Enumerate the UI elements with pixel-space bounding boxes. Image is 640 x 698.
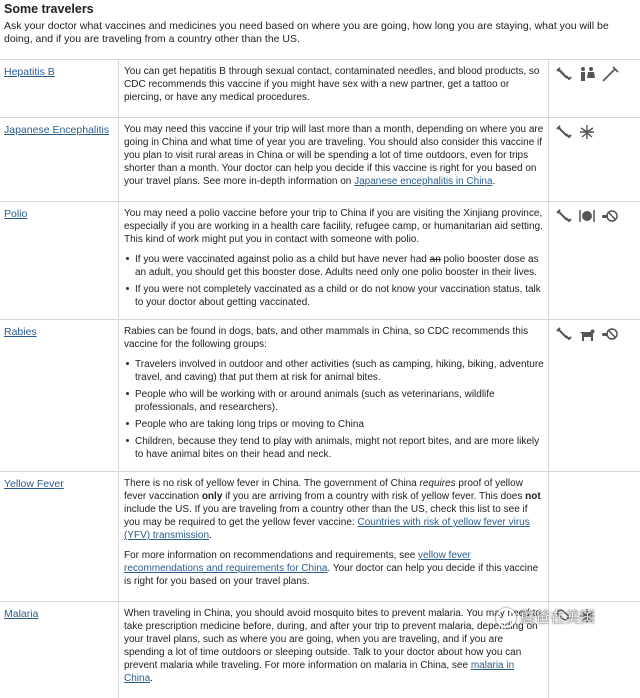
list-item: Children, because they tend to play with animals, might not report bites, and are more likely to have animal bites on their head and neck.: [135, 435, 544, 461]
list-item: People who will be working with or around animals (such as veterinarians, wildlife professionals, and researchers).: [135, 388, 544, 414]
table-row: [0, 320, 640, 472]
table-row: [0, 118, 640, 202]
pills-icon: [601, 326, 619, 342]
malaria-in-china-link[interactable]: malaria in China: [124, 660, 514, 684]
yellow-fever-more-text: For more information on recommendations and requirements, see yellow fever recommendations and requirements for China. Your doctor can help you decide if this vaccine is right for you based on your travel plans.: [124, 549, 544, 588]
polio-text: You may need a polio vaccine before your trip to China if you are visiting the Xinjiang province, especially if you are working in a health care facility, refugee camp, or humanitarian aid setting. This kind of work might put you in contact with someone with polio.: [124, 207, 544, 246]
eat-drink-icon: [578, 208, 596, 224]
yfv-countries-link[interactable]: Countries with risk of yellow fever virus (YFV) transmission: [124, 517, 530, 541]
list-item: If you were not completely vaccinated as a child or do not know your vaccination status, talk to your doctor about getting vaccinated.: [135, 283, 544, 309]
yf-requirements-link[interactable]: yellow fever recommendations and requirements for China: [124, 550, 471, 574]
japanese-encephalitis-text: You may need this vaccine if your trip will last more than a month, depending on where you are going in China and what time of year you are traveling. You should also consider this vaccine if you plan to visit rural areas in China or will be spending a lot of time outdoors, even for trips shorter than a month. Your doctor can help you decide if this vaccine is right for you based on your travel plans. See more in-depth information on Japanese encephalitis in China.: [124, 123, 544, 188]
hepatitis-b-link[interactable]: Hepatitis B: [4, 66, 55, 78]
polio-link[interactable]: Polio: [4, 208, 27, 220]
pills-icon: [601, 208, 619, 224]
list-item: If you were vaccinated against polio as a child but have never had an polio booster dose as an adult, you should get this booster dose. Adults need only one polio booster in their lives.: [135, 253, 544, 279]
syringe-icon: [555, 66, 573, 82]
rabies-link[interactable]: Rabies: [4, 326, 37, 338]
wechat-logo-icon: [496, 608, 516, 628]
intro-text: Ask your doctor what vaccines and medicines you need based on where you are going, how long you are staying, what you will be doing, and if you are traveling from a country other than the US.: [4, 20, 634, 46]
malaria-link[interactable]: Malaria: [4, 608, 38, 620]
japanese-encephalitis-link[interactable]: Japanese Encephalitis: [4, 124, 109, 136]
dog-icon: [578, 326, 596, 342]
je-in-china-link[interactable]: Japanese encephalitis in China: [354, 176, 492, 187]
hepatitis-b-text: You can get hepatitis B through sexual contact, contaminated needles, and blood products, so CDC recommends this vaccine if you might have sex with a new partner, get a tattoo or piercing, or have any medical procedures.: [124, 65, 544, 104]
syringe-icon: [555, 124, 573, 140]
list-item: People who are taking long trips or moving to China: [135, 418, 544, 431]
malaria-text: When traveling in China, you should avoid mosquito bites to prevent malaria. You may need to take prescription medicine before, during, and after your trip to prevent malaria, depending on your travel plans, such as where you are going, when you are traveling, and if you are spending a lot of time outdoors or sleeping outside. Talk to your doctor about how you can prevent malaria while traveling. For more information on malaria in China, see malaria in China.: [124, 607, 544, 685]
yellow-fever-text: There is no risk of yellow fever in China. The government of China requires proof of yellow fever vaccination only if you are arriving from a country with risk of yellow fever. This does not include the US. If you are traveling from a country other than the US, check this list to see if you may be required to get the yellow fever vaccine: Countries with risk of yellow fever virus (YFV) transmission.: [124, 477, 544, 542]
list-item: Travelers involved in outdoor and other activities (such as camping, hiking, biking, adventure travel, and caving) that put them at risk for animal bites.: [135, 358, 544, 384]
polio-bullets: [124, 253, 544, 309]
mosquito-icon: [578, 124, 596, 140]
rabies-bullets: [124, 358, 544, 461]
syringe-icon: [555, 208, 573, 224]
tattoo-needle-icon: [601, 66, 619, 82]
section-heading: Some travelers: [4, 2, 94, 16]
rabies-text: Rabies can be found in dogs, bats, and other mammals in China, so CDC recommends this vaccine for the following groups:: [124, 325, 544, 351]
yellow-fever-link[interactable]: Yellow Fever: [4, 478, 64, 490]
table-row: [0, 472, 640, 602]
syringe-icon: [555, 326, 573, 342]
table-row: [0, 202, 640, 320]
couple-icon: [578, 66, 596, 82]
vaccine-table: [0, 59, 640, 698]
table-row: [0, 60, 640, 118]
watermark: 憨爸在美国: [496, 606, 595, 628]
